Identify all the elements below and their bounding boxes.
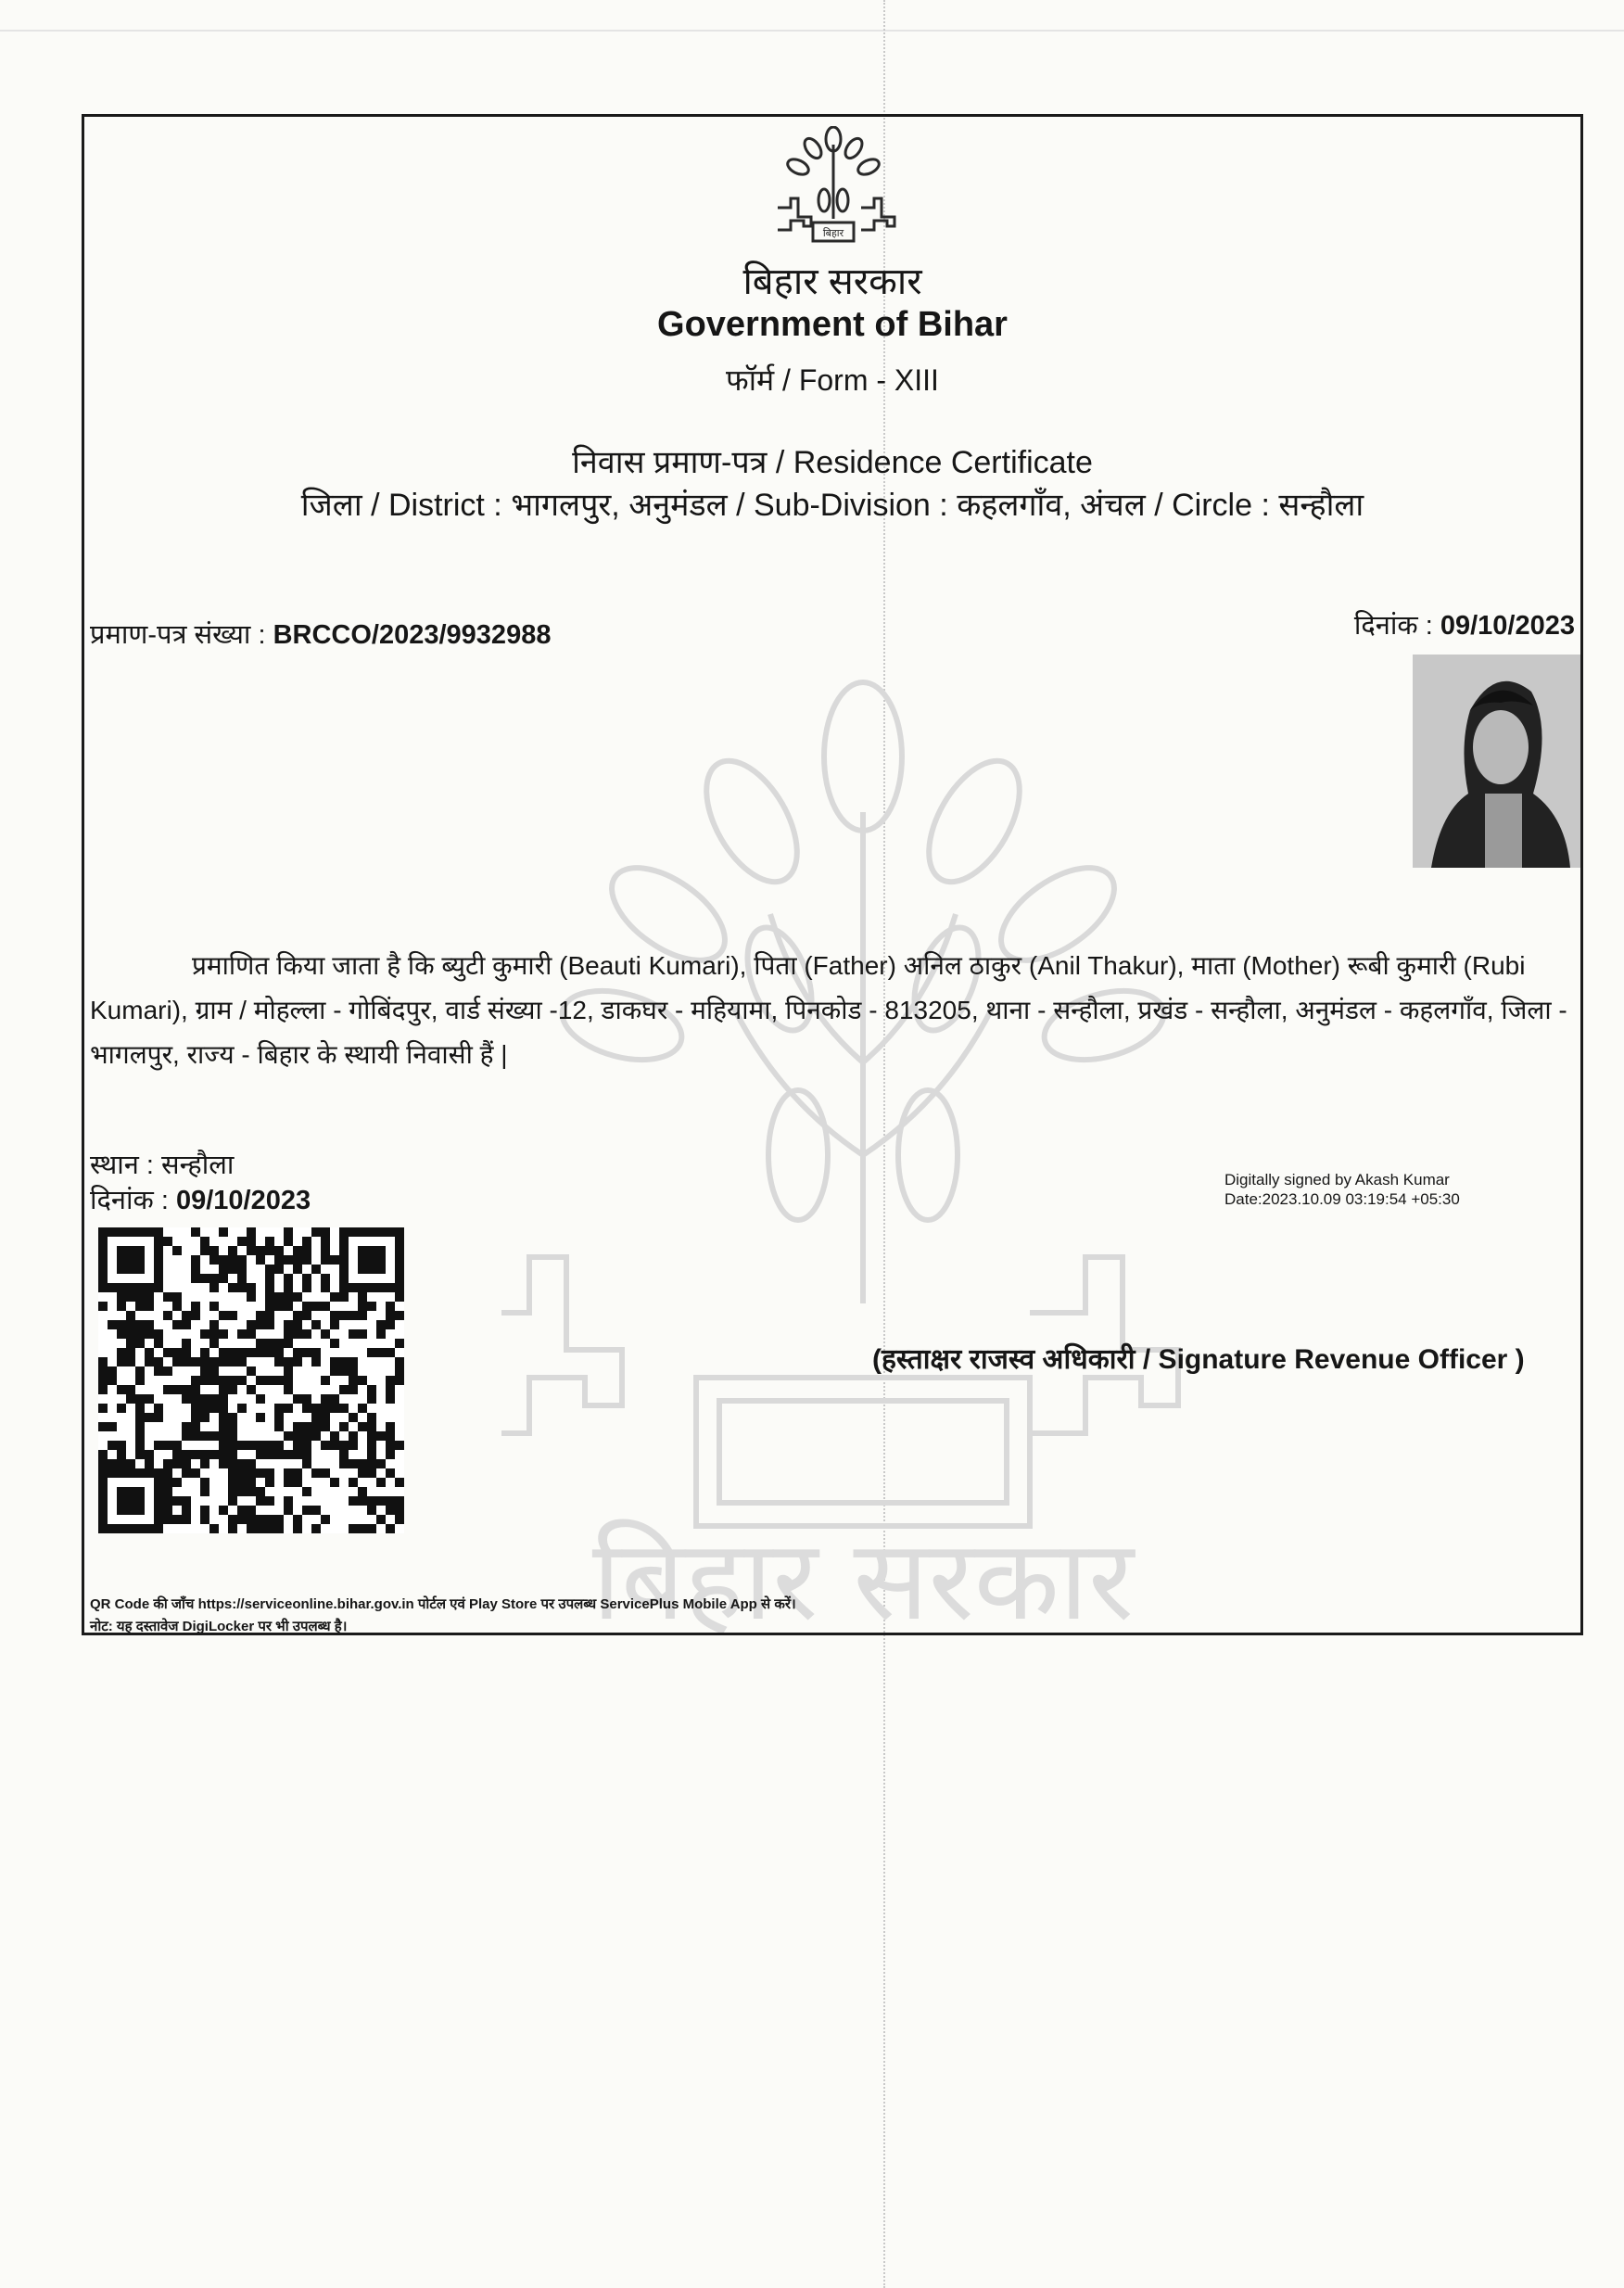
certificate-date — [1354, 606, 1575, 642]
signature-label: (हस्ताक्षर राजस्व अधिकारी / Signature Revenue Officer ) — [872, 1344, 1525, 1375]
digital-signature-signer: Digitally signed by Akash Kumar — [1224, 1171, 1450, 1188]
emblem-text: बिहार — [822, 227, 844, 239]
title-english: Government of Bihar — [657, 305, 1008, 344]
bihar-emblem-watermark — [501, 673, 1224, 1635]
location-line — [84, 482, 1580, 525]
certificate-number-label: प्रमाण-पत्र संख्या : — [90, 620, 266, 650]
issue-date-value: 09/10/2023 — [175, 1186, 311, 1215]
footer-qr-note: QR Code की जाँच https://serviceonline.bihar.gov.in पोर्टल एवं Play Store पर उपलब्ध ServicePlus Mobile App से करें। — [90, 1596, 796, 1612]
place-label: स्थान : — [90, 1150, 154, 1180]
issue-date-label: दिनांक : — [90, 1186, 169, 1215]
place-value: सन्हौला — [161, 1150, 235, 1180]
issue-date — [90, 1181, 311, 1217]
certificate-number — [90, 616, 551, 652]
certificate-date-label: दिनांक : — [1353, 611, 1433, 641]
certificate-frame — [82, 114, 1583, 1635]
scan-edge — [0, 30, 1624, 32]
district-value: भागलपुर, — [511, 488, 620, 523]
statement-text: प्रमाणित किया जाता है कि ब्युटी कुमारी (Beauti Kumari), पिता (Father) अनिल ठाकुर (Anil Thakur), माता (Mother) रूबी कुमारी (Rubi Kumari), ग्राम / मोहल्ला - गोबिंदपुर, वार्ड संख्या -12, डाकघर - महियामा, पिनकोड - 813205, थाना - सन्हौला, प्रखंड - सन्हौला, अनुमंडल - कहलगाँव, जिला - भागलपुर, राज्य - बिहार के स्थायी निवासी हैं | — [90, 951, 1567, 1069]
certification-statement — [90, 944, 1579, 1077]
subdivision-label: अनुमंडल / Sub-Division : — [628, 488, 948, 523]
circle-value: सन्हौला — [1278, 488, 1364, 523]
subdivision-value: कहलगाँव, — [957, 488, 1072, 523]
certificate-date-value: 09/10/2023 — [1440, 611, 1575, 641]
footer-digilocker-note: नोट: यह दस्तावेज DigiLocker पर भी उपलब्ध है। — [90, 1619, 348, 1634]
applicant-photo — [1413, 655, 1581, 868]
place — [90, 1146, 234, 1182]
certificate-title: निवास प्रमाण-पत्र / Residence Certificate — [572, 445, 1093, 480]
bihar-emblem-logo — [768, 126, 898, 245]
digital-signature-date: Date:2023.10.09 03:19:54 +05:30 — [1224, 1190, 1460, 1208]
district-label: जिला / District : — [300, 488, 502, 523]
form-label: फॉर्म / Form - XIII — [726, 363, 939, 397]
qr-code[interactable] — [98, 1227, 404, 1533]
digital-signature — [1224, 1170, 1530, 1209]
certificate-number-value: BRCCO/2023/9932988 — [273, 620, 552, 650]
title-hindi: बिहार सरकार — [742, 261, 922, 302]
circle-label: अंचल / Circle : — [1080, 488, 1270, 523]
watermark-text: बिहार सरकार — [591, 1517, 1135, 1637]
